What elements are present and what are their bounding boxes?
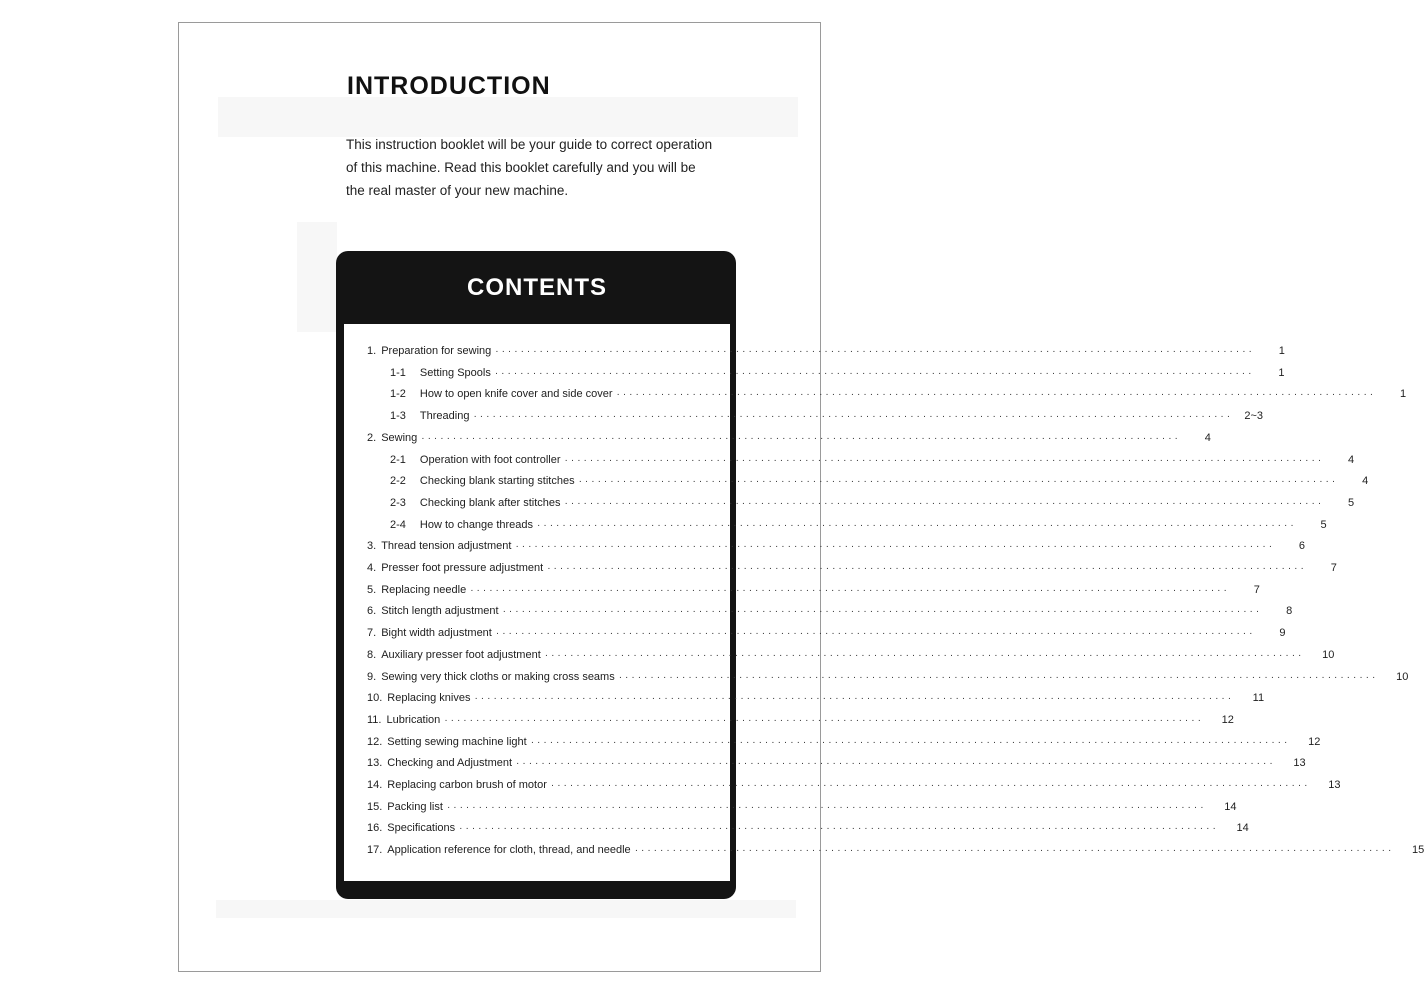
contents-entry-number: 1-3 — [390, 410, 406, 423]
dot-leader: ························································································································ — [515, 541, 1276, 553]
contents-entry-page: 8 — [1286, 605, 1293, 618]
contents-entry — [390, 518, 1327, 531]
contents-entry — [367, 627, 1286, 640]
contents-entry-page: 15 — [1412, 844, 1424, 857]
dot-leader: ························································································································ — [578, 476, 1339, 488]
contents-entry-title: Presser foot pressure adjustment — [381, 562, 544, 574]
contents-list-area — [344, 324, 730, 881]
contents-entry-title: Stitch length adjustment — [381, 605, 499, 618]
contents-entry-page: 9 — [1279, 627, 1286, 640]
dot-leader: ························································································································ — [473, 411, 1234, 423]
contents-entry — [367, 431, 1211, 444]
dot-leader: ························································································································ — [421, 432, 1181, 444]
dot-leader: ························································································································ — [470, 584, 1230, 596]
contents-entry-page: 13 — [1293, 757, 1306, 770]
dot-leader: ························································································································ — [544, 649, 1305, 661]
contents-entry-number: 15. — [367, 800, 383, 813]
contents-entry-number: 13. — [367, 757, 383, 770]
contents-entry-number: 17. — [367, 844, 383, 857]
contents-entry-page: 11 — [1252, 692, 1265, 705]
contents-entry-title: Setting Spools — [419, 366, 491, 379]
contents-entry — [367, 713, 1234, 726]
dot-leader: ························································································································ — [444, 714, 1204, 726]
contents-entry-number: 12. — [367, 735, 383, 748]
intro-line: of this machine. Read this booklet carefully and you will be — [346, 160, 696, 175]
contents-entry-page: 1 — [1278, 345, 1285, 357]
contents-entry-title: Checking blank starting stitches — [419, 475, 575, 488]
contents-entry-title: How to change threads — [419, 518, 534, 531]
contents-entry — [367, 670, 1409, 683]
contents-entry-number: 1. — [367, 345, 377, 357]
contents-entry-title: Specifications — [387, 822, 456, 835]
contents-entry-title: Setting sewing machine light — [387, 735, 527, 748]
contents-entry-page: 10 — [1322, 648, 1335, 661]
contents-entry-number: 2-3 — [390, 496, 406, 509]
contents-entry-page: 7 — [1330, 562, 1337, 574]
contents-entry-page: 5 — [1348, 496, 1355, 509]
contents-entry-title: Replacing knives — [387, 692, 471, 705]
contents-entry-page: 14 — [1224, 800, 1237, 813]
contents-entry-page: 4 — [1362, 475, 1369, 488]
contents-entry-title: Packing list — [387, 800, 443, 813]
intro-line: the real master of your new machine. — [346, 183, 569, 198]
contents-entry-number: 8. — [367, 648, 377, 661]
contents-entry-number: 5. — [367, 583, 377, 596]
contents-entry-number: 2. — [367, 431, 377, 444]
contents-entry — [367, 757, 1306, 770]
contents-entry-page: 6 — [1298, 540, 1306, 553]
contents-entry — [390, 388, 1407, 401]
dot-leader: ························································································································ — [550, 780, 1311, 791]
contents-entry-number: 16. — [367, 822, 383, 835]
contents-entry-page: 12 — [1308, 735, 1321, 748]
contents-entry — [390, 475, 1369, 488]
intro-title: INTRODUCTION — [347, 72, 551, 100]
dot-leader: ························································································································ — [516, 758, 1276, 770]
contents-entry — [390, 410, 1264, 423]
contents-entry — [367, 822, 1249, 835]
contents-entry-page: 13 — [1328, 779, 1341, 791]
contents-entry-title: Sewing very thick cloths or making cross seams — [381, 670, 615, 683]
contents-entry-title: Replacing needle — [381, 583, 467, 596]
contents-entry-number: 10. — [367, 692, 383, 705]
dot-leader: ························································································································ — [494, 367, 1255, 379]
contents-entry-number: 3. — [367, 540, 377, 553]
contents-entry-page: 4 — [1204, 431, 1211, 444]
contents-entry-number: 1-1 — [390, 366, 406, 379]
intro-paragraph — [346, 133, 746, 202]
contents-entry — [367, 735, 1321, 748]
dot-leader: ························································································································ — [616, 389, 1377, 401]
contents-entry-number: 2-4 — [390, 518, 406, 531]
contents-entry-title: Preparation for sewing — [381, 345, 492, 357]
dot-leader: ························································································································ — [634, 845, 1395, 857]
contents-entry — [390, 366, 1285, 379]
contents-entry-number: 11. — [367, 713, 382, 726]
contents-entry-page: 12 — [1221, 713, 1234, 726]
contents-entry-number: 6. — [367, 605, 377, 618]
contents-entry-page: 4 — [1348, 453, 1355, 466]
contents-entry-title: Checking and Adjustment — [387, 757, 513, 770]
contents-entry-page: 5 — [1320, 518, 1327, 531]
contents-entry — [367, 345, 1285, 357]
contents-entry-number: 1-2 — [390, 388, 406, 401]
contents-entry-page: 1 — [1278, 366, 1285, 379]
dot-leader: ························································································································ — [474, 693, 1235, 705]
contents-entry-number: 2-2 — [390, 475, 406, 488]
contents-entry-page: 2~3 — [1244, 410, 1264, 423]
dot-leader: ························································································································ — [618, 671, 1379, 683]
bleed-through-band — [218, 97, 798, 137]
contents-entry — [367, 800, 1237, 813]
contents-entry — [367, 692, 1265, 705]
contents-entry — [390, 496, 1355, 509]
contents-entry-title: How to open knife cover and side cover — [419, 388, 613, 401]
contents-entry — [367, 648, 1335, 661]
dot-leader: ························································································································ — [537, 519, 1297, 531]
contents-entry-page: 10 — [1396, 670, 1409, 683]
contents-entry-page: 7 — [1253, 583, 1260, 596]
contents-entry-number: 14. — [367, 779, 383, 791]
contents-entry-number: 7. — [367, 627, 377, 640]
dot-leader: ························································································································ — [495, 628, 1256, 640]
contents-entry-title: Threading — [419, 410, 470, 423]
contents-title: CONTENTS — [467, 274, 607, 301]
dot-leader: ························································································································ — [459, 823, 1219, 835]
dot-leader: ························································································································ — [502, 606, 1263, 618]
contents-entry-number: 9. — [367, 670, 377, 683]
contents-entry-title: Checking blank after stitches — [419, 496, 561, 509]
contents-entry — [390, 453, 1355, 466]
contents-entry-title: Auxiliary presser foot adjustment — [381, 648, 541, 661]
contents-entry-page: 1 — [1400, 388, 1407, 401]
contents-entry-title: Operation with foot controller — [419, 453, 561, 466]
dot-leader: ························································································································ — [564, 497, 1325, 509]
contents-entry-title: Replacing carbon brush of motor — [387, 779, 547, 791]
contents-entry — [367, 844, 1424, 857]
contents-entry-number: 4. — [367, 562, 377, 574]
bleed-through-footer — [216, 900, 796, 918]
contents-entry — [367, 540, 1306, 553]
dot-leader: ························································································································ — [446, 801, 1207, 813]
intro-line: This instruction booklet will be your guide to correct operation — [346, 137, 713, 152]
contents-entry — [367, 779, 1341, 791]
contents-entry-title: Thread tension adjustment — [381, 540, 512, 553]
contents-entry — [367, 562, 1337, 574]
contents-entry-title: Application reference for cloth, thread, and needle — [387, 844, 631, 857]
contents-entry-number: 2-1 — [390, 453, 406, 466]
dot-leader: ························································································································ — [495, 346, 1255, 357]
contents-entry-title: Lubrication — [386, 713, 441, 726]
contents-entry-title: Sewing — [381, 431, 418, 444]
contents-entry — [367, 605, 1293, 618]
dot-leader: ························································································································ — [564, 454, 1325, 466]
contents-entry — [367, 583, 1260, 596]
dot-leader: ························································································································ — [547, 563, 1307, 574]
dot-leader: ························································································································ — [530, 736, 1291, 748]
contents-entry-title: Bight width adjustment — [381, 627, 492, 640]
contents-entry-page: 14 — [1236, 822, 1249, 835]
